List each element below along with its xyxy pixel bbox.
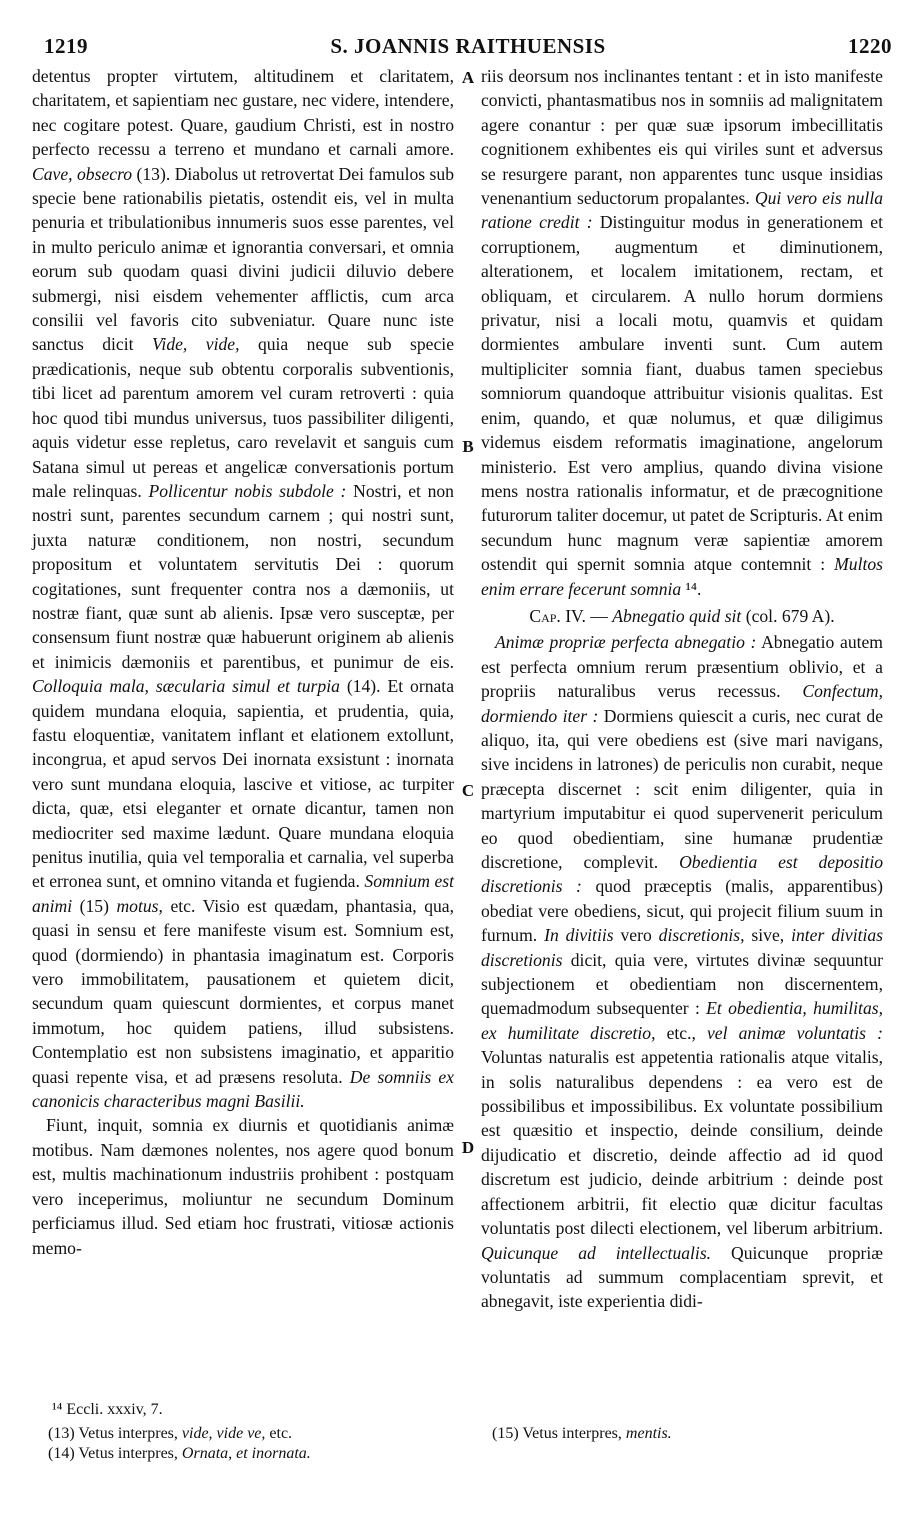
- text-run: dicit, quia vere, virtutes divinæ sequuntur subjectionem et obedientiam non discernentem, quemadmodum subsequenter :: [481, 949, 883, 1019]
- left-paragraph-2: Fiunt, inquit, somnia ex diurnis et quotidianis animæ motibus. Nam dæmones nolentes, nos agere quod bonum est, multis machinationum industriis prohibent : postquam vero inceperimus, moliuntur ne secundum Dominum perficiamus illud. Sed etiam hoc frustrati, vitiosæ actionis memo-: [32, 1115, 454, 1258]
- margin-marker-b: B: [462, 437, 474, 456]
- footnote-14: [48, 1444, 311, 1464]
- text-run: Nostri, et non nostri sunt, parentes secundum carnem ; qui nostri sunt, juxta naturæ conditionem, non nostri, secundum propositum et voluntatem servitutis Dei : quorum cogitationes, sunt frequenter contra nos a dæmoniis, ut nostræ fiant, quæ sunt ab alienis. Ipsæ vero susceptæ, per consensum fiunt nostræ quæ habuerunt originem ab alienis et inimicis dæmoniis et parentibus, et punimur de eis.: [32, 480, 454, 672]
- section-heading: De somniis ex canonicis characteribus magni Basilii.: [32, 1066, 454, 1112]
- scripture-quote: Multos enim errare fecerunt somnia: [481, 554, 883, 599]
- footnote-15: [492, 1424, 672, 1444]
- lemma: Quicunque ad intellectualis.: [481, 1242, 712, 1263]
- text-run: (15) Vetus interpres,: [492, 1425, 626, 1442]
- lemma: Somnium est animi: [32, 871, 454, 916]
- left-column: [32, 64, 454, 1260]
- lemma: Animæ propriæ perfecta abnegatio :: [495, 632, 757, 653]
- chapter-heading: [481, 604, 883, 628]
- lemma: Confectum, dormiendo iter :: [481, 681, 883, 726]
- text-run: Dormiens quiescit a curis, nec curat de aliquo, ita, qui vere obediens est (sive mari navigans, sive incidens in latrones) de periculis non curabit, neque præcepta discernet : scit enim diligenter, quia in martyrium imputabitur ei quod supervenerit periculum eo quod obedientiam, sine humanæ prudentiæ discretione, complevit.: [481, 705, 883, 872]
- text-run: (13). Diabolus ut retrovertat Dei famulos sub specie bene rationabilis pietatis, ostendit eis, vel in multa penuria et tribulationibus innumeris suos esse parentes, vel in multo periculo animæ et ignorantia conversari, et omnia eorum sub quodam quasi divini judicii diluvio debere submergi, nisi eisdem vehementer afflictis, cum arca consilii vel favoris cito subveniatur. Quare nunc iste sanctus dicit: [32, 163, 454, 355]
- chapter-title: Abnegatio quid sit: [612, 605, 742, 626]
- right-paragraph-2: [481, 630, 883, 1313]
- page-number-left: 1219: [44, 34, 88, 58]
- lemma: inter divitias discretionis: [481, 925, 884, 970]
- lemma: Et obedientia, humilitas, ex humilitate discretio,: [481, 998, 883, 1043]
- footnote-13: [48, 1424, 292, 1444]
- text-run: riis deorsum nos inclinantes tentant : et in isto manifeste convicti, phantasmatibus nos in somniis ad malignitatem agere conantur : per quæ suæ ipsorum imbecillitatis cognitionem exhibentes eis qui viriles sunt et adversus se resurgere parant, non apparentes tunc usque insidias venenantium seductorum propalantes.: [481, 66, 883, 209]
- lemma: mentis.: [625, 1425, 672, 1442]
- right-paragraph-1: [481, 64, 883, 601]
- running-title: S. JOANNIS RAITHUENSIS: [330, 34, 606, 58]
- margin-marker-d: D: [461, 1138, 475, 1157]
- left-paragraph-1: [32, 64, 454, 1113]
- text-run: Quicunque propriæ voluntatis ad summum complacentiam sprevit, et abnegavit, iste experientia didi-: [481, 1242, 883, 1312]
- text-run: (14). Et ornata quidem mundana eloquia, sapientia, et prudentia, quia, fastu eloquentiæ, vanitatem inflant et elationem extollunt, incongrua, et apud servos Dei inornata exsistunt : inornata vero sunt mundana eloquia, lascive et vitiose, ac turpiter dicta, quæ, etsi eleganter et ornate dicantur, tamen non mediocriter sed maxime lædunt. Quare mundana eloquia penitus inutilia, quia vel temporalia et carnalia, vel superba et erronea sunt, et omnino vitanda et fugienda.: [32, 676, 455, 892]
- lemma: Pollicentur nobis subdole :: [148, 480, 347, 501]
- text-run: (15): [72, 895, 117, 916]
- text-run: etc.,: [655, 1022, 707, 1043]
- text-run: etc. Visio est quædam, phantasia, qua, quasi in sensu et fere manifeste visum est. Somnium est, quod (dormiendo) in phantasia imaginatum est. Corporis vero immobilitatem, pausationem et quietem dicit, secundum quam quiescunt dormientes, et corpus manet immotum, hoc quidem patiens, illud subsistens. Contemplatio est non subsistens imaginatio, et apparitio quasi repente visa, et ad præsens resoluta.: [32, 895, 454, 1087]
- chapter-ref: (col. 679 A).: [741, 605, 835, 626]
- text-run: (13) Vetus interpres,: [48, 1425, 182, 1442]
- text-run: Abnegatio autem est perfecta omnium rerum præsentium oblivio, et a propriis naturalibus verus recessus.: [481, 632, 883, 702]
- text-run: vero: [613, 925, 659, 946]
- lemma: Obedientia est depositio discretionis :: [481, 852, 884, 897]
- margin-marker-c: C: [461, 781, 475, 800]
- text-run: Distinguitur modus in generationem et corruptionem, augmentum et diminutionem, alterationem, et localem imitationem, rectam, et obliquam, et circularem. A nullo horum dormiens privatur, nisi a locali motu, quamvis et quidam dormientes ambulare inventi sunt. Cum autem multipliciter somnia fiant, duabus tamen speciebus somniorum quandoque attribuitur visionis qualitas. Est enim, quando, et quæ nolumus, et quæ diligimus videmus eisdem reformatis imaginatione, angelorum ministerio. Est vero amplius, quando divina visione mens nostra rationalis informatur, et de præcognitione futurorum taliter docemur, ut patet de Scripturis. At enim secundum hunc magnum veræ sapientiæ amorem ostendit qui spernit somnia atque contemnit :: [481, 212, 883, 575]
- chapter-dash: —: [585, 605, 613, 626]
- right-column: [481, 64, 883, 1314]
- text-run: (14) Vetus interpres,: [48, 1445, 182, 1462]
- text-run: sive,: [744, 925, 792, 946]
- chapter-label: Cap. IV.: [529, 605, 586, 626]
- lemma: Colloquia mala, sæcularia simul et turpia: [32, 676, 340, 697]
- lemma: vide, vide ve,: [181, 1425, 266, 1442]
- text-run: quod præceptis (malis, apparentibus) obediat vere obediens, sicut, qui projecit filium suum in furnum.: [481, 876, 883, 946]
- text-run: Voluntas naturalis est appetentia rationalis atque vitalis, in solis naturalibus dependens : ea vero est de possibilibus et impossibilibus. Ex voluntate possibilium est quæsitio et inspectio, deinde consilium, deinde dijudicatio et discretio, deinde affectio ad id quod discretum est judicio, deinde arbitrium : deinde post affectionem arbitrii, fit electio quæ dicitur facultas voluntatis post dilecti electionem, vel liberum arbitrium.: [481, 1047, 883, 1239]
- text-run: detentus propter virtutem, altitudinem et claritatem, charitatem, et sapientiam nec gustare, nec videre, intendere, nec cogitare potest. Quare, gaudium Christi, est in nostro perfecto recessu a terreno et mundano et carnali amore.: [32, 66, 454, 160]
- page-number-right: 1220: [848, 34, 892, 58]
- lemma: motus,: [116, 895, 163, 916]
- lemma: Ornata, et inornata.: [181, 1445, 311, 1462]
- footnote-scripture: ¹⁴ Eccli. xxxiv, 7.: [52, 1401, 163, 1418]
- footnote-ref: ¹⁴.: [681, 578, 702, 599]
- text-run: etc.: [265, 1425, 293, 1442]
- margin-marker-a: A: [461, 68, 475, 87]
- lemma: vel animæ voluntatis :: [707, 1022, 883, 1043]
- lemma: discretionis,: [658, 925, 745, 946]
- running-header: [44, 34, 892, 64]
- lemma: Qui vero eis nulla ratione credit :: [481, 188, 883, 233]
- text-run: quia neque sub specie prædicationis, neque sub obtentu corporalis subventionis, tibi licet ad parentum amorem vel curam retroverti : quia hoc quod tibi mundus universus, tuos passibiliter diligenti, aquis videtur esse repletus, caro revelavit et sanguis cum Satana simul ut pereas et angelicæ conversationis portum male relinquas.: [32, 334, 454, 501]
- lemma: In divitiis: [544, 925, 614, 946]
- lemma: Vide, vide,: [151, 334, 240, 355]
- lemma: Cave, obsecro: [32, 163, 133, 184]
